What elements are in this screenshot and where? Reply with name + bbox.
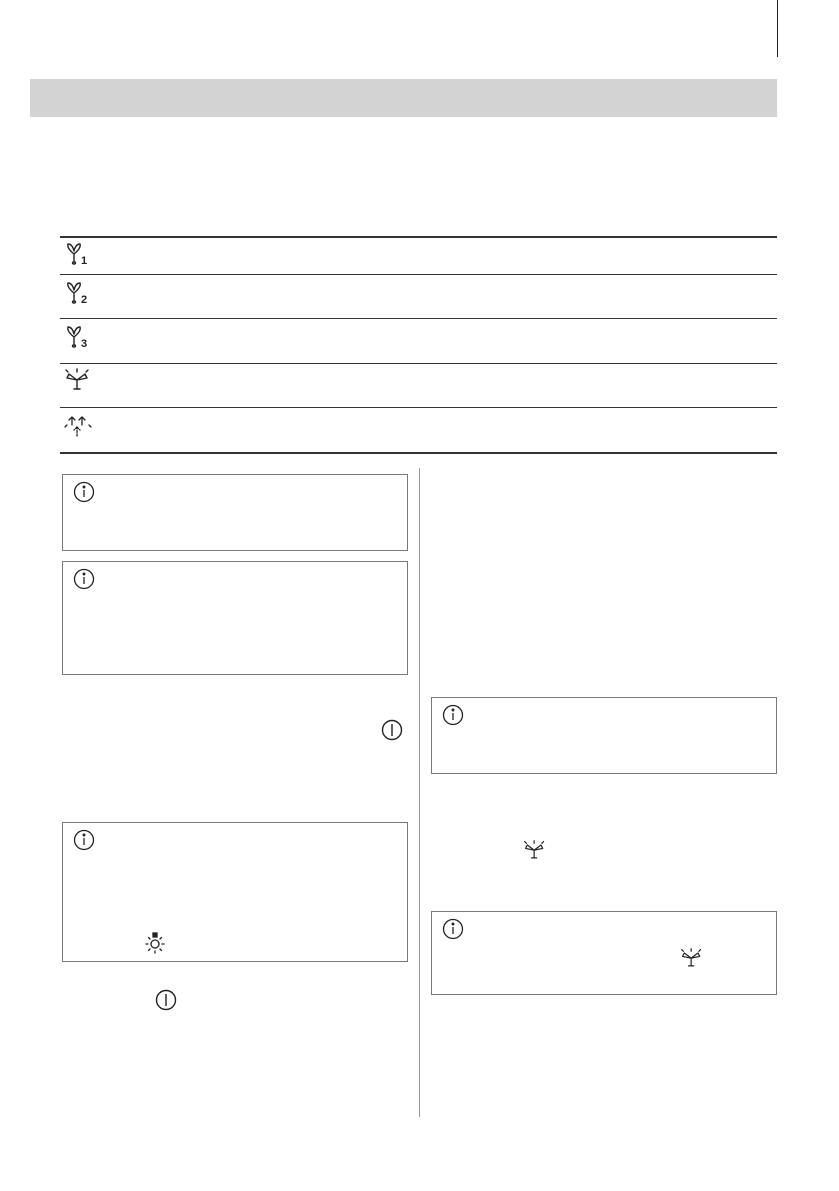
fan-speed-3-icon — [64, 325, 92, 351]
table-rule — [60, 407, 777, 408]
info-icon — [73, 568, 95, 590]
breeze-icon — [64, 413, 92, 439]
info-icon — [73, 481, 95, 503]
table-rule — [60, 452, 777, 454]
section-header-band — [30, 79, 777, 117]
svg-text:1: 1 — [81, 255, 88, 267]
power-icon — [155, 989, 177, 1011]
fan-speed-2-icon — [64, 281, 92, 307]
table-rule — [60, 274, 777, 275]
column-divider — [419, 468, 420, 1117]
info-note — [431, 911, 777, 995]
svg-text:3: 3 — [81, 338, 88, 350]
fan-speed-1-icon — [64, 242, 92, 268]
info-note — [62, 474, 408, 551]
table-rule — [60, 318, 777, 319]
info-icon — [442, 704, 464, 726]
fan-boost-icon — [64, 368, 92, 394]
table-rule — [60, 236, 777, 238]
info-icon — [73, 829, 95, 851]
crop-mark — [777, 0, 778, 57]
light-icon — [145, 932, 165, 954]
table-rule — [60, 363, 777, 364]
fan-boost-icon — [680, 946, 704, 972]
info-note — [62, 822, 408, 962]
power-icon — [381, 719, 403, 741]
info-note — [62, 561, 408, 675]
info-icon — [442, 918, 464, 940]
info-note — [431, 697, 777, 774]
svg-text:2: 2 — [81, 294, 88, 306]
fan-boost-icon — [523, 838, 547, 864]
